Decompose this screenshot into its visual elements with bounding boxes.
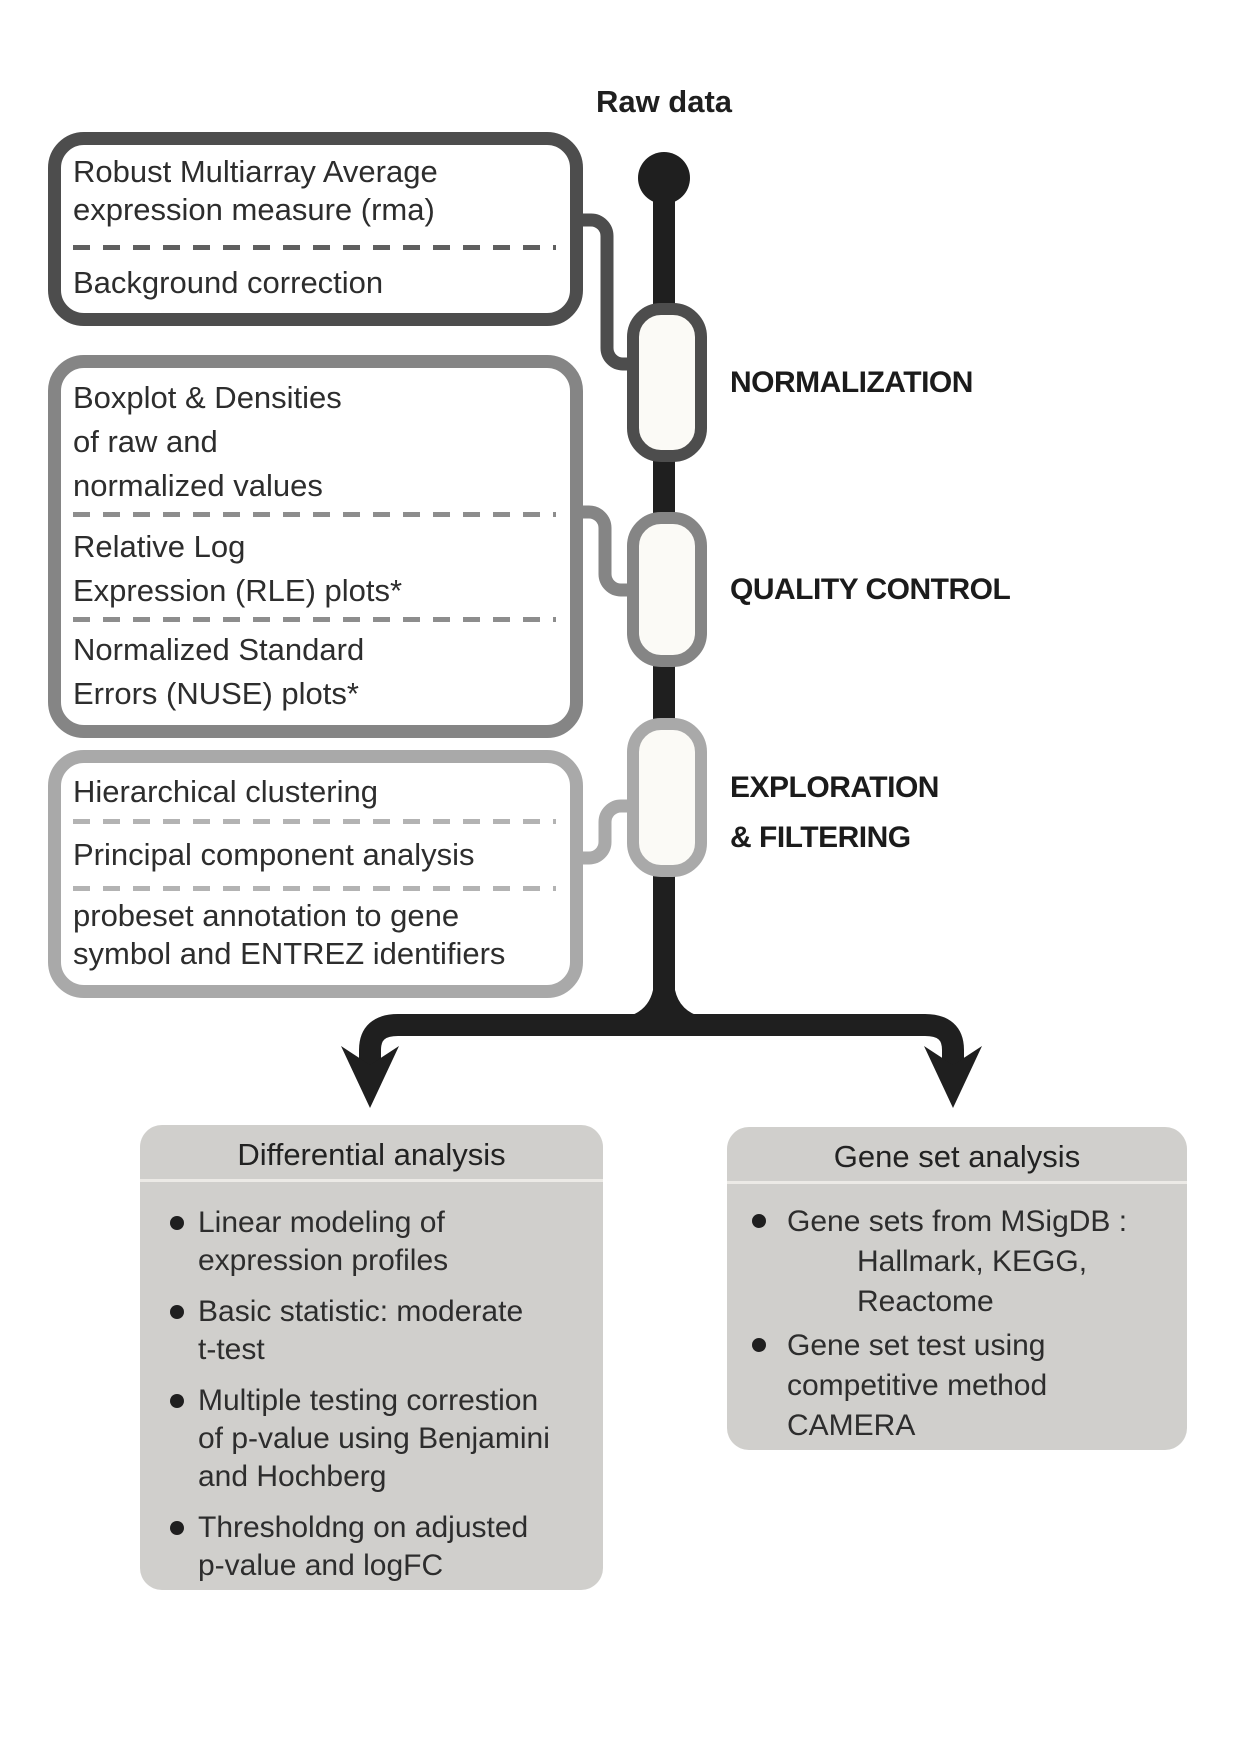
differential-analysis-panel — [140, 1125, 603, 1590]
gene-set-analysis-panel — [727, 1127, 1187, 1450]
text-line: Gene set test using — [787, 1329, 1046, 1362]
text-line: QUALITY CONTROL — [730, 573, 1011, 606]
text-line: expression profiles — [198, 1244, 449, 1277]
text-line: Normalized Standard — [73, 632, 365, 667]
bullet-dot-icon — [170, 1216, 184, 1230]
text-line: Basic statistic: moderate — [198, 1295, 524, 1328]
text-line: Expression (RLE) plots* — [73, 573, 403, 608]
normalization-steps-box — [48, 132, 583, 326]
text-line: symbol and ENTREZ identifiers — [73, 936, 506, 971]
stage-label-exploration-filtering — [730, 763, 939, 863]
text-line: Gene sets from MSigDB : — [787, 1205, 1128, 1238]
box-section — [73, 145, 556, 245]
bullet-item — [170, 1509, 595, 1585]
text-line: of raw and — [73, 424, 218, 459]
fork-bar — [370, 1025, 953, 1068]
text-line: Errors (NUSE) plots* — [73, 676, 359, 711]
text-line: Reactome — [857, 1285, 994, 1318]
bullet-dot-icon — [170, 1521, 184, 1535]
text-line: Hallmark, KEGG, — [857, 1245, 1088, 1278]
panel-title: Differential analysis — [140, 1125, 603, 1182]
text-line: and Hochberg — [198, 1460, 387, 1493]
bullet-dot-icon — [170, 1305, 184, 1319]
text-line: Background correction — [73, 265, 384, 300]
stage-label-quality-control — [730, 565, 1010, 615]
box-section — [73, 250, 556, 310]
box-section — [73, 517, 556, 617]
text-line: probeset annotation to gene — [73, 898, 460, 933]
stage-label-normalization — [730, 358, 973, 408]
text-line: expression measure (rma) — [73, 192, 435, 227]
text-line: Relative Log — [73, 529, 246, 564]
bullet-item — [752, 1326, 1179, 1446]
text-line: & FILTERING — [730, 821, 911, 854]
text-line: Thresholdng on adjusted — [198, 1511, 529, 1544]
bullet-dot-icon — [752, 1214, 766, 1228]
bullet-item — [170, 1382, 595, 1496]
box-section — [73, 824, 556, 886]
text-line: Robust Multiarray Average — [73, 154, 438, 189]
quality-control-node — [627, 512, 707, 667]
text-line: t-test — [198, 1333, 265, 1366]
bullet-list — [140, 1182, 603, 1585]
connector-exploration — [583, 806, 627, 858]
text-line: of p-value using Benjamini — [198, 1422, 550, 1455]
bullet-dot-icon — [752, 1338, 766, 1352]
box-section — [73, 763, 556, 819]
text-line: Linear modeling of — [198, 1206, 445, 1239]
junction-fillet-right — [675, 990, 706, 1018]
box-section — [73, 622, 556, 718]
bullet-item — [170, 1293, 595, 1369]
text-line: Multiple testing correstion — [198, 1384, 539, 1417]
bullet-item — [752, 1202, 1179, 1322]
normalization-node — [627, 303, 707, 462]
text-line: normalized values — [73, 468, 323, 503]
text-line: Principal component analysis — [73, 837, 475, 872]
connector-normalization — [583, 220, 627, 364]
raw-data-label: Raw data — [595, 84, 733, 119]
text-line: competitive method — [787, 1369, 1048, 1402]
text-line: Hierarchical clustering — [73, 774, 378, 809]
text-line: p-value and logFC — [198, 1549, 444, 1582]
exploration-filtering-node — [627, 718, 707, 877]
bullet-item — [170, 1204, 595, 1280]
quality-control-steps-box — [48, 355, 583, 738]
connector-quality-control — [583, 512, 627, 590]
text-line: CAMERA — [787, 1409, 916, 1442]
text-line: Boxplot & Densities — [73, 380, 342, 415]
bullet-subtext — [857, 1242, 1127, 1322]
junction-fillet-left — [622, 990, 653, 1018]
bullet-list — [727, 1184, 1187, 1446]
panel-title: Gene set analysis — [727, 1127, 1187, 1184]
box-section — [73, 368, 556, 512]
box-section — [73, 891, 556, 981]
bullet-text — [787, 1202, 1127, 1322]
text-line: NORMALIZATION — [730, 366, 973, 399]
exploration-filtering-steps-box — [48, 750, 583, 998]
text-line: EXPLORATION — [730, 771, 939, 804]
bullet-dot-icon — [170, 1394, 184, 1408]
